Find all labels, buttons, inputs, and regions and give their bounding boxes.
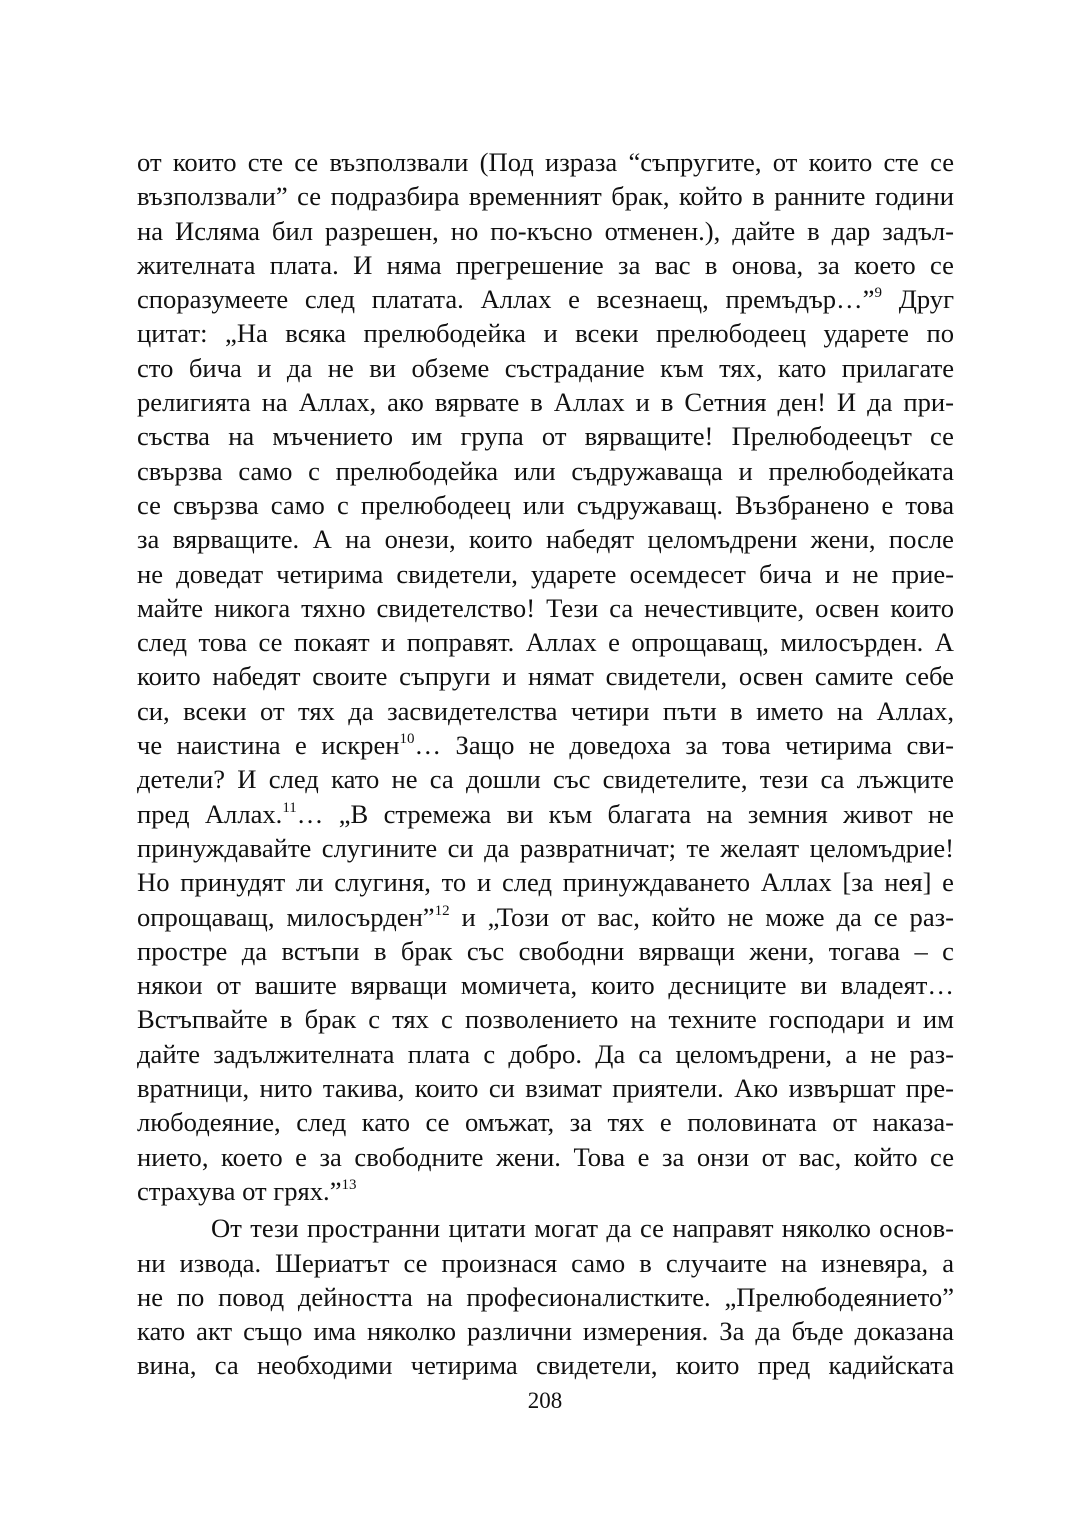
text-line: като акт също има няколко различни измерения. За да бъде доказана xyxy=(137,1316,954,1347)
text-line: свързва само с прелюбодейка или съдружаваща и прелюбодейката xyxy=(137,455,954,486)
footnote-ref-9: 9 xyxy=(874,285,882,302)
text-line: жителната плата. И няма прегрешение за вас в онова, за което се xyxy=(137,249,954,280)
line-text: страхува от грях.” xyxy=(137,1175,342,1206)
text-line xyxy=(137,900,954,934)
text-line: които набедят своите съпруги и нямат свидетели, освен самите себе xyxy=(137,661,954,692)
text-line: любодеяние, след като се омъжат, за тях е половината от наказа- xyxy=(137,1107,954,1138)
text-line: нието, което е за свободните жени. Това е за онзи от вас, който се xyxy=(137,1141,954,1172)
page-body xyxy=(137,145,954,1383)
text-line: за вярващите. А на онези, които набедят целомъдрени жени, после xyxy=(137,524,954,555)
paragraph-conclusions xyxy=(137,1211,954,1382)
page-number: 208 xyxy=(527,1388,563,1413)
text-line: дайте задължителната плата с добро. Да са целомъдрени, а не раз- xyxy=(137,1038,954,1069)
text-line: религията на Аллах, ако вярвате в Аллах и в Сетния ден! И да при- xyxy=(137,387,954,418)
footnote-ref-12: 12 xyxy=(434,902,450,919)
line-text-after: и „Този от вас, който не може да се раз- xyxy=(449,901,954,932)
text-line: простре да встъпи в брак със свободни вярващи жени, тогава – с xyxy=(137,935,954,966)
text-line: си, всеки от тях да засвидетелства четири пъти в името на Аллах, xyxy=(137,695,954,726)
text-line: на Исляма бил разрешен, но по-късно отменен.), дайте в дар задъл- xyxy=(137,215,954,246)
line-text-after: Друг xyxy=(881,284,954,315)
text-line: детели? И след като не са дошли със свидетелите, тези са лъжците xyxy=(137,764,954,795)
line-text-after: … „В стремежа ви към благата на земния живот не xyxy=(296,798,954,829)
text-line: сто бича и да не ви обземе състрадание към тях, като прилагате xyxy=(137,352,954,383)
text-line: Встъпвайте в брак с тях с позволението на техните господари и им xyxy=(137,1004,954,1035)
text-line xyxy=(137,797,954,831)
paragraph-quotes xyxy=(137,145,954,1208)
footnote-ref-13: 13 xyxy=(341,1176,357,1193)
text-line xyxy=(137,728,954,762)
text-line xyxy=(137,282,954,316)
text-line: се свързва само с прелюбодеец или съдружаващ. Възбранено е това xyxy=(137,489,954,520)
text-line: от които сте се възползвали (Под израза “съпругите, от които сте се xyxy=(137,147,954,177)
text-line: От тези пространни цитати могат да се направят няколко основ- xyxy=(211,1213,954,1244)
text-line: след това се покаят и поправят. Аллах е опрощаващ, милосърден. А xyxy=(137,627,954,658)
footnote-ref-11: 11 xyxy=(282,799,297,816)
text-line: не по повод дейността на професионалистките. „Прелюбодеянието” xyxy=(137,1281,954,1312)
text-line: принуждавайте слугините си да развратничат; те желаят целомъдрие! xyxy=(137,832,954,863)
line-text: опрощаващ, милосърден” xyxy=(137,901,435,932)
line-text: споразумеете след платата. Аллах е всезнаещ, премъдър…” xyxy=(137,284,875,315)
text-line: майте никога тяхно свидетелство! Тези са нечестивците, освен които xyxy=(137,592,954,623)
line-text: че наистина е искрен xyxy=(137,730,400,761)
text-line: някои от вашите вярващи момичета, които десниците ви владеят… xyxy=(137,970,954,1001)
text-line: възползвали” се подразбира временният брак, който в ранните години xyxy=(137,181,954,212)
text-line xyxy=(137,1174,954,1208)
text-line: цитат: „На всяка прелюбодейка и всеки прелюбодеец ударете по xyxy=(137,318,954,349)
text-line: съства на мъчението им група от вярващите! Прелюбодеецът се xyxy=(137,421,954,452)
text-line: Но принудят ли слугиня, то и след принуждаването Аллах [за нея] е xyxy=(137,867,954,898)
text-line: не доведат четирима свидетели, ударете осемдесет бича и не прие- xyxy=(137,558,954,589)
footnote-ref-10: 10 xyxy=(399,731,415,748)
text-line: ни извода. Шериатът се произнася само в случаите на изневяра, а xyxy=(137,1247,954,1278)
text-line: вратници, нито такива, които си взимат приятели. Ако извършат пре- xyxy=(137,1073,954,1104)
line-text: пред Аллах. xyxy=(137,798,283,829)
text-line: вина, са необходими четирима свидетели, които пред кадийската xyxy=(137,1350,954,1381)
line-text-after: … Защо не доведоха за това четирима сви- xyxy=(414,730,954,761)
